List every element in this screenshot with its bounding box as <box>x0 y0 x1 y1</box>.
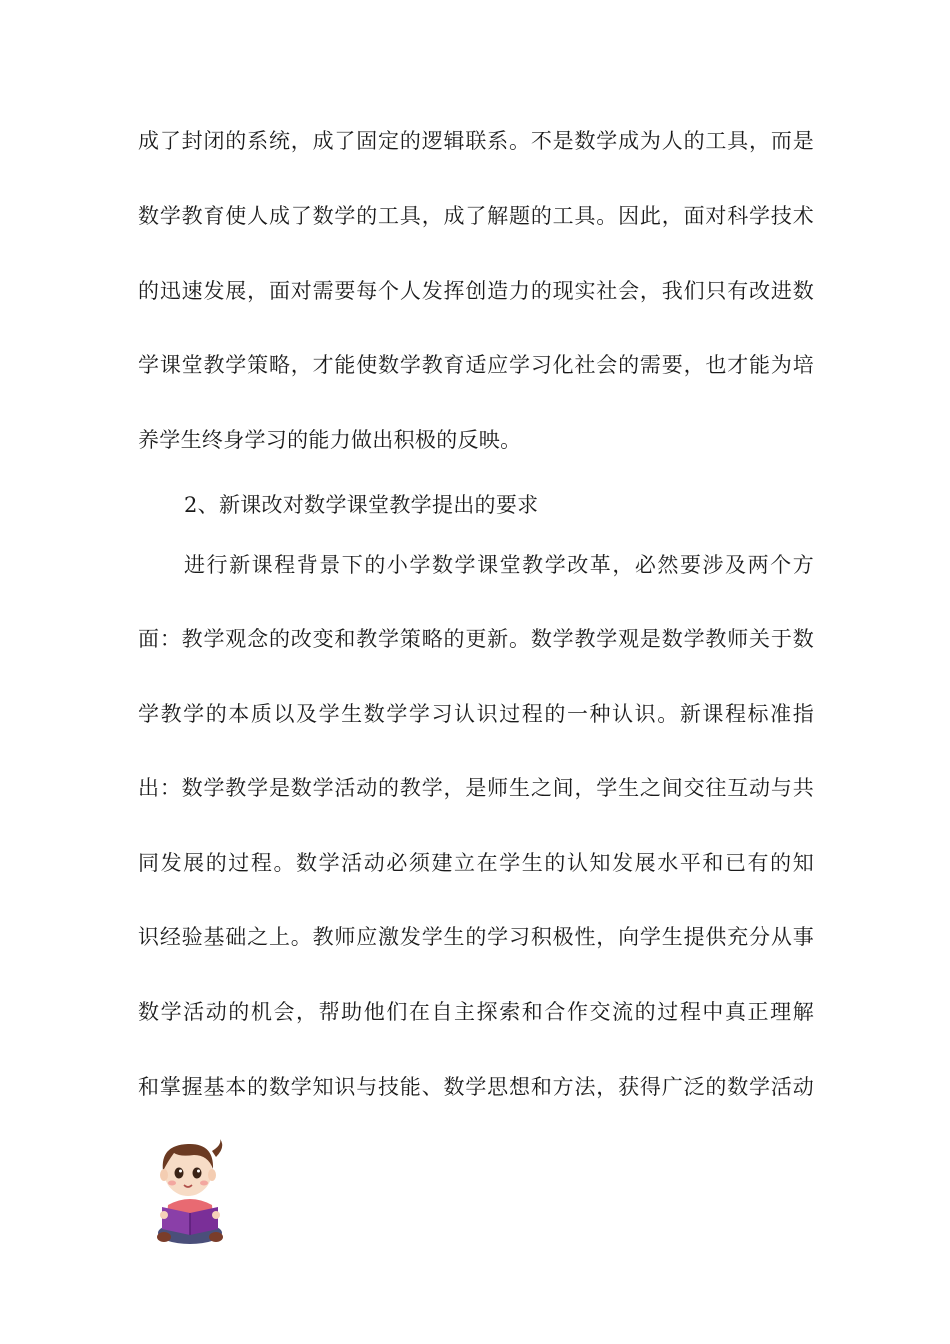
left-ear-shape <box>160 1169 168 1181</box>
paragraph-line: 进行新课程背景下的小学数学课堂教学改革，必然要涉及两个方 <box>184 553 814 577</box>
paragraph-line: 学教学的本质以及学生数学学习认识过程的一种认识。新课程标准指 <box>138 702 814 726</box>
paragraph-line: 养学生终身学习的能力做出积极的反映。 <box>138 428 522 452</box>
left-hand-shape <box>160 1211 168 1219</box>
paragraph-line: 同发展的过程。数学活动必须建立在学生的认知发展水平和已有的知 <box>138 851 814 875</box>
paragraph-line: 学课堂教学策略，才能使数学教育适应学习化社会的需要，也才能为培 <box>138 353 814 377</box>
left-eye-highlight <box>179 1170 182 1173</box>
right-ear-shape <box>208 1169 216 1181</box>
section-heading: 2、新课改对数学课堂教学提出的要求 <box>184 493 539 517</box>
right-shoe-shape <box>209 1232 223 1242</box>
paragraph-line: 的迅速发展，面对需要每个人发挥创造力的现实社会，我们只有改进数 <box>138 279 814 303</box>
left-cheek-shape <box>168 1181 176 1186</box>
paragraph-line: 数学活动的机会，帮助他们在自主探索和合作交流的过程中真正理解 <box>138 1000 814 1024</box>
left-eye-shape <box>175 1168 184 1179</box>
paragraph-line: 数学教育使人成了数学的工具，成了解题的工具。因此，面对科学技术 <box>138 204 814 228</box>
right-eye-shape <box>193 1168 202 1179</box>
paragraph-line: 出：数学教学是数学活动的教学，是师生之间，学生之间交往互动与共 <box>138 776 814 800</box>
left-shoe-shape <box>157 1232 171 1242</box>
right-hand-shape <box>212 1211 220 1219</box>
right-eye-highlight <box>197 1170 200 1173</box>
right-cheek-shape <box>200 1181 208 1186</box>
paragraph-line: 识经验基础之上。教师应激发学生的学习积极性，向学生提供充分从事 <box>138 925 814 949</box>
paragraph-line: 和掌握基本的数学知识与技能、数学思想和方法，获得广泛的数学活动 <box>138 1075 814 1099</box>
paragraph-line: 面：教学观念的改变和教学策略的更新。数学教学观是数学教师关于数 <box>138 627 814 651</box>
paragraph-line: 成了封闭的系统，成了固定的逻辑联系。不是数学成为人的工具，而是 <box>138 129 814 153</box>
hair-tuft-shape <box>212 1139 222 1157</box>
reading-child-illustration <box>150 1135 230 1247</box>
